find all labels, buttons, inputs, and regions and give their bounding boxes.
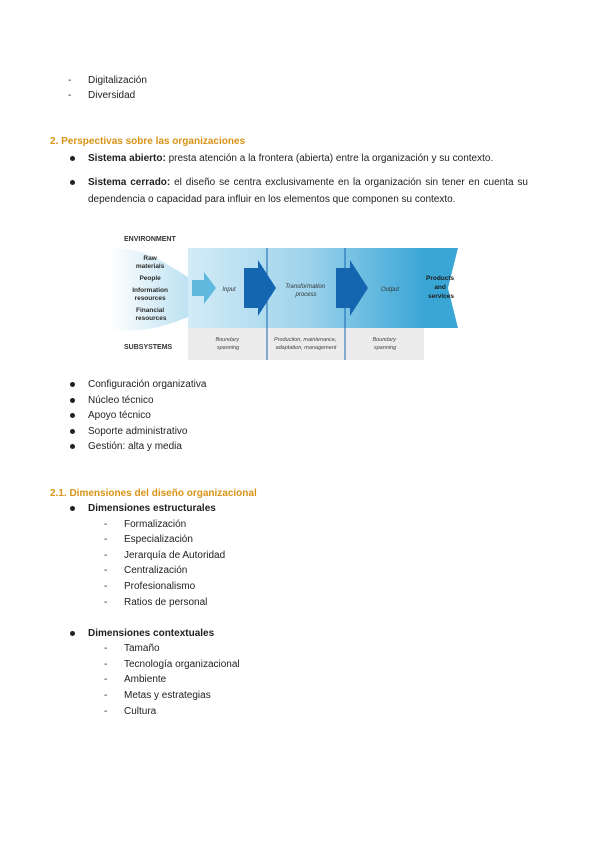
section-heading: 2. Perspectivas sobre las organizaciones (50, 136, 246, 147)
bullet-dot (70, 156, 75, 161)
stage-output-label: Output (380, 287, 400, 293)
list-item-text: Formalización (124, 519, 187, 530)
input-label: Raw (143, 255, 157, 262)
list-item-text: Cultura (124, 706, 157, 717)
bullet-dot (70, 180, 75, 185)
list-item-text: Configuración organizativa (88, 379, 207, 390)
closed-system-term: Sistema cerrado: (88, 177, 171, 188)
list-item-text: Metas y estrategias (124, 690, 211, 701)
bullet-dot (70, 631, 75, 636)
bullet-dot (70, 398, 75, 403)
output-label: Products (426, 275, 455, 282)
output-label: and (434, 284, 446, 291)
list-item-text: Ratios de personal (124, 597, 208, 608)
list-item-text: Núcleo técnico (88, 395, 154, 406)
subsystem-line: Boundary (215, 337, 240, 343)
subsystem-line: spanning (373, 345, 397, 351)
input-labels (132, 255, 170, 322)
list-item-text: Apoyo técnico (88, 410, 151, 421)
bullet-dot (70, 429, 75, 434)
list-item-text: Ambiente (124, 674, 167, 685)
bullet-dot (70, 444, 75, 449)
open-system-term: Sistema abierto: (88, 153, 166, 164)
section-heading: 2.1. Dimensiones del diseño organizacional (50, 488, 257, 499)
input-label: People (139, 275, 161, 282)
list-item-text: Jerarquía de Autoridad (124, 550, 226, 561)
bullet-dot (70, 382, 75, 387)
list-item-text: Gestión: alta y media (88, 441, 182, 452)
structural-title: Dimensiones estructurales (88, 503, 216, 514)
list-item-text: Centralización (124, 565, 188, 576)
stage-transformation-line: Transformation (285, 284, 326, 290)
list-item-text: Especialización (124, 534, 193, 545)
open-system-diagram (108, 232, 468, 362)
input-label: materials (135, 263, 165, 270)
open-system-paragraph (88, 150, 528, 167)
list-item-text: Diversidad (88, 90, 136, 101)
bullet-dot (70, 506, 75, 511)
input-label: Information (132, 287, 168, 294)
stage-transformation-line: process (295, 292, 317, 298)
subsystems-label: SUBSYSTEMS (124, 344, 173, 351)
stage-input-label: Input (222, 287, 236, 293)
list-item-text: Tamaño (124, 643, 160, 654)
input-label: resources (135, 315, 167, 322)
environment-label: ENVIRONMENT (124, 236, 176, 243)
list-item-text: Digitalización (88, 75, 147, 86)
input-label: Financial (136, 307, 165, 314)
list-item-text: Soporte administrativo (88, 426, 188, 437)
subsystem-line: spanning (216, 345, 240, 351)
closed-system-text: el diseño se centra exclusivamente en la organización sin tener en cuenta su dependencia o capacidad para influir en los elementos que componen su contexto. (88, 177, 528, 205)
open-system-text: presta atención a la frontera (abierta) entre la organización y su contexto. (165, 153, 494, 164)
subsystem-line: Production, maintenance, (274, 337, 337, 343)
input-label: resources (134, 295, 166, 302)
closed-system-paragraph (88, 174, 528, 208)
subsystem-line: Boundary (372, 337, 397, 343)
subsystem-row (188, 328, 424, 360)
list-item-text: Profesionalismo (124, 581, 196, 592)
subsystem-line: adaptation, management (275, 345, 337, 351)
contextual-title: Dimensiones contextuales (88, 628, 215, 639)
output-label: services (427, 293, 455, 300)
list-item-text: Tecnología organizacional (124, 659, 240, 670)
bullet-dot (70, 413, 75, 418)
